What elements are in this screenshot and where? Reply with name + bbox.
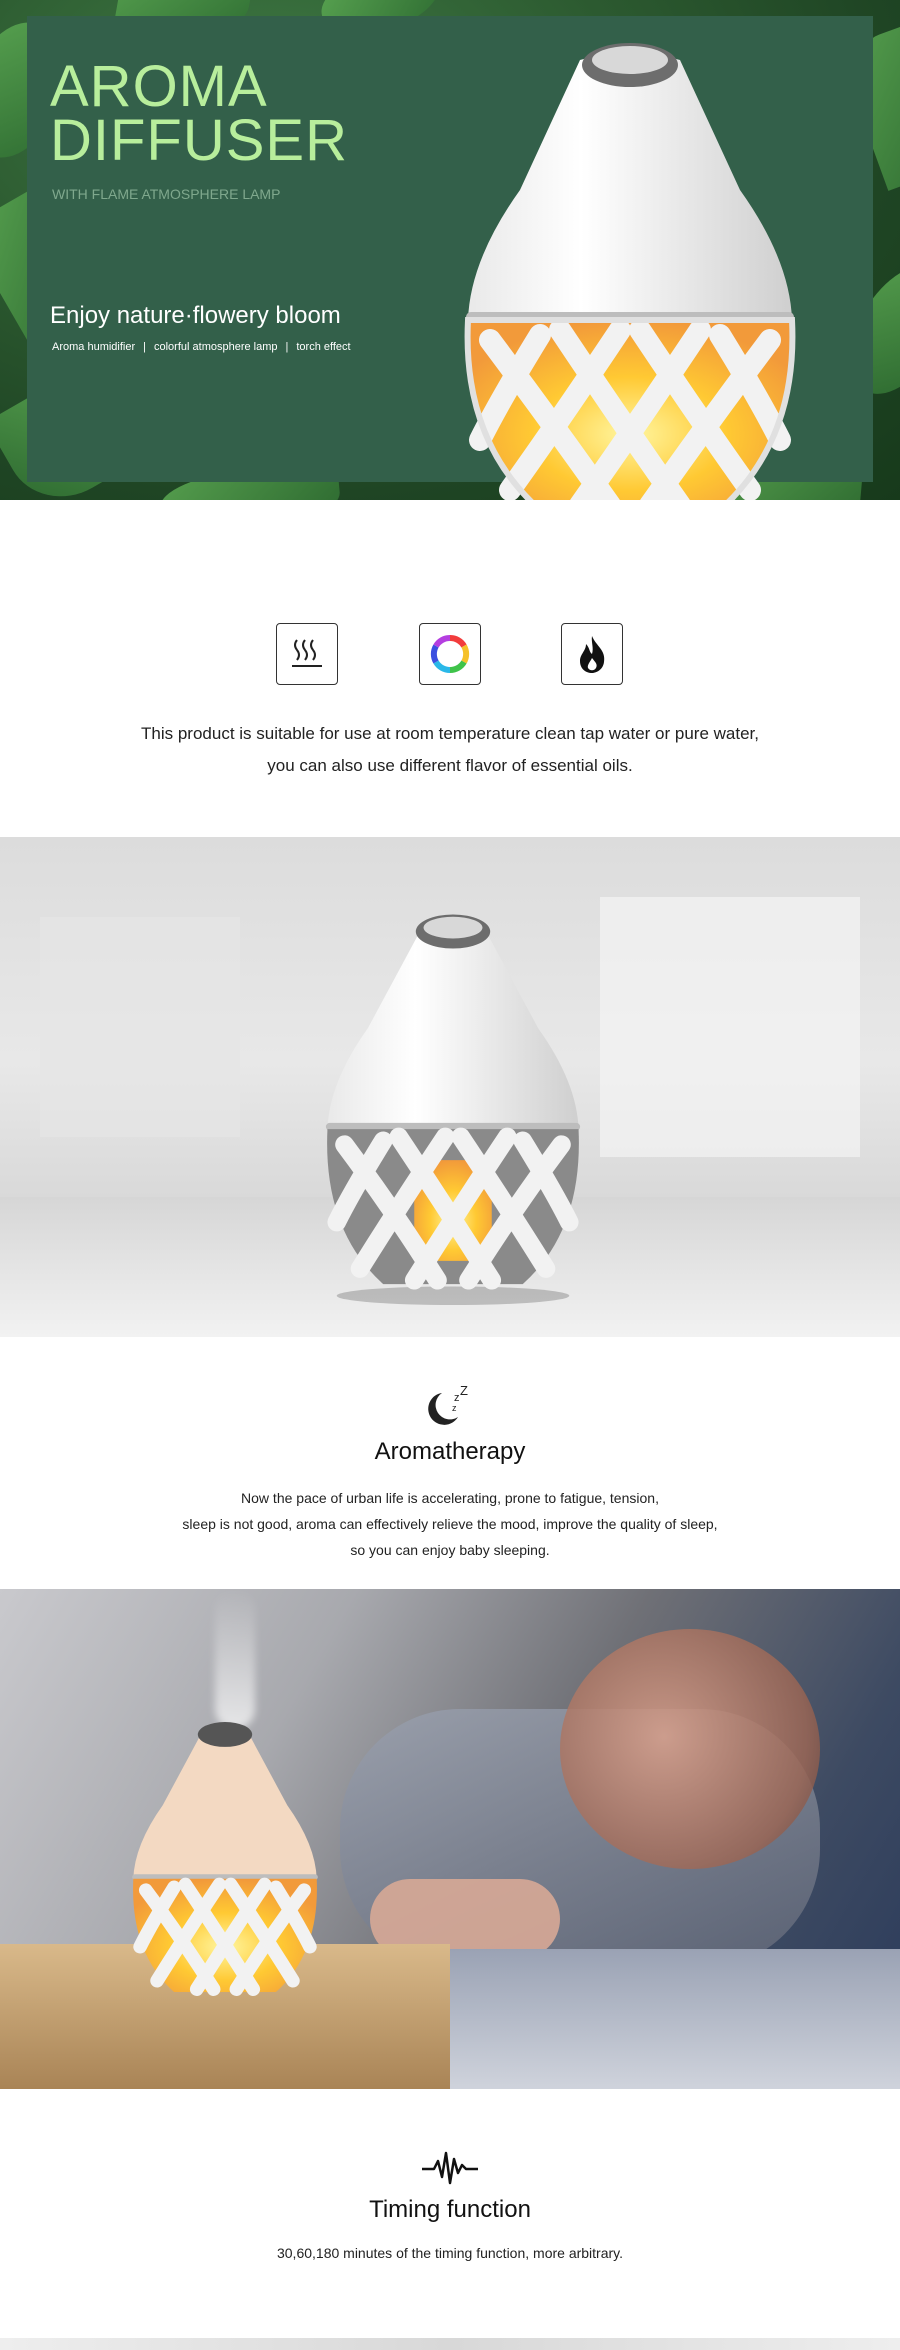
diffuser-product-image (298, 892, 608, 1312)
feature-atmosphere-lamp: colorful atmosphere lamp (154, 341, 278, 353)
intro-line-1: This product is suitable for use at room temperature clean tap water or pure water, (141, 724, 759, 743)
hero-title-line1: AROMA (50, 54, 268, 119)
aromatherapy-text (0, 1485, 900, 1563)
diffuser-product-image (420, 20, 820, 500)
separator: | (143, 341, 146, 353)
background-window (600, 897, 860, 1157)
aromatherapy-line-2: sleep is not good, aroma can effectively relieve the mood, improve the quality of sleep, (182, 1516, 718, 1532)
hero-tagline: Enjoy nature·flowery bloom (50, 302, 341, 329)
sleeping-person (560, 1629, 820, 1869)
svg-text:z: z (452, 1403, 457, 1413)
svg-text:z: z (454, 1392, 460, 1404)
bedroom-photo (0, 1589, 900, 2089)
diffuser-product-image (110, 1709, 340, 2009)
hero-banner (0, 0, 900, 500)
background-window (40, 917, 240, 1137)
product-photo-table (0, 837, 900, 1337)
bottom-divider (0, 2338, 900, 2350)
flame-icon (561, 623, 623, 685)
moon-sleep-icon (420, 1383, 480, 1429)
intro-line-2: you can also use different flavor of essential oils. (267, 756, 633, 775)
hero-feature-list (52, 341, 351, 353)
aromatherapy-line-1: Now the pace of urban life is accelerating, prone to fatigue, tension, (241, 1490, 659, 1506)
hero-title-line2: DIFFUSER (50, 108, 348, 173)
aromatherapy-title: Aromatherapy (374, 1438, 526, 1465)
timing-title: Timing function (369, 2196, 531, 2223)
feature-torch-effect: torch effect (296, 341, 351, 353)
color-ring-icon (419, 623, 481, 685)
feature-aroma-humidifier: Aroma humidifier (52, 341, 136, 353)
aromatherapy-line-3: so you can enjoy baby sleeping. (350, 1542, 550, 1558)
svg-text:Z: Z (460, 1383, 468, 1398)
pulse-icon (420, 2145, 480, 2191)
hero-subtitle: WITH FLAME ATMOSPHERE LAMP (52, 186, 281, 202)
hero-title (50, 54, 348, 173)
mist-plume (215, 1589, 255, 1729)
timing-text: 30,60,180 minutes of the timing function, more arbitrary. (276, 2245, 624, 2261)
steam-icon (276, 623, 338, 685)
separator: | (285, 341, 289, 353)
